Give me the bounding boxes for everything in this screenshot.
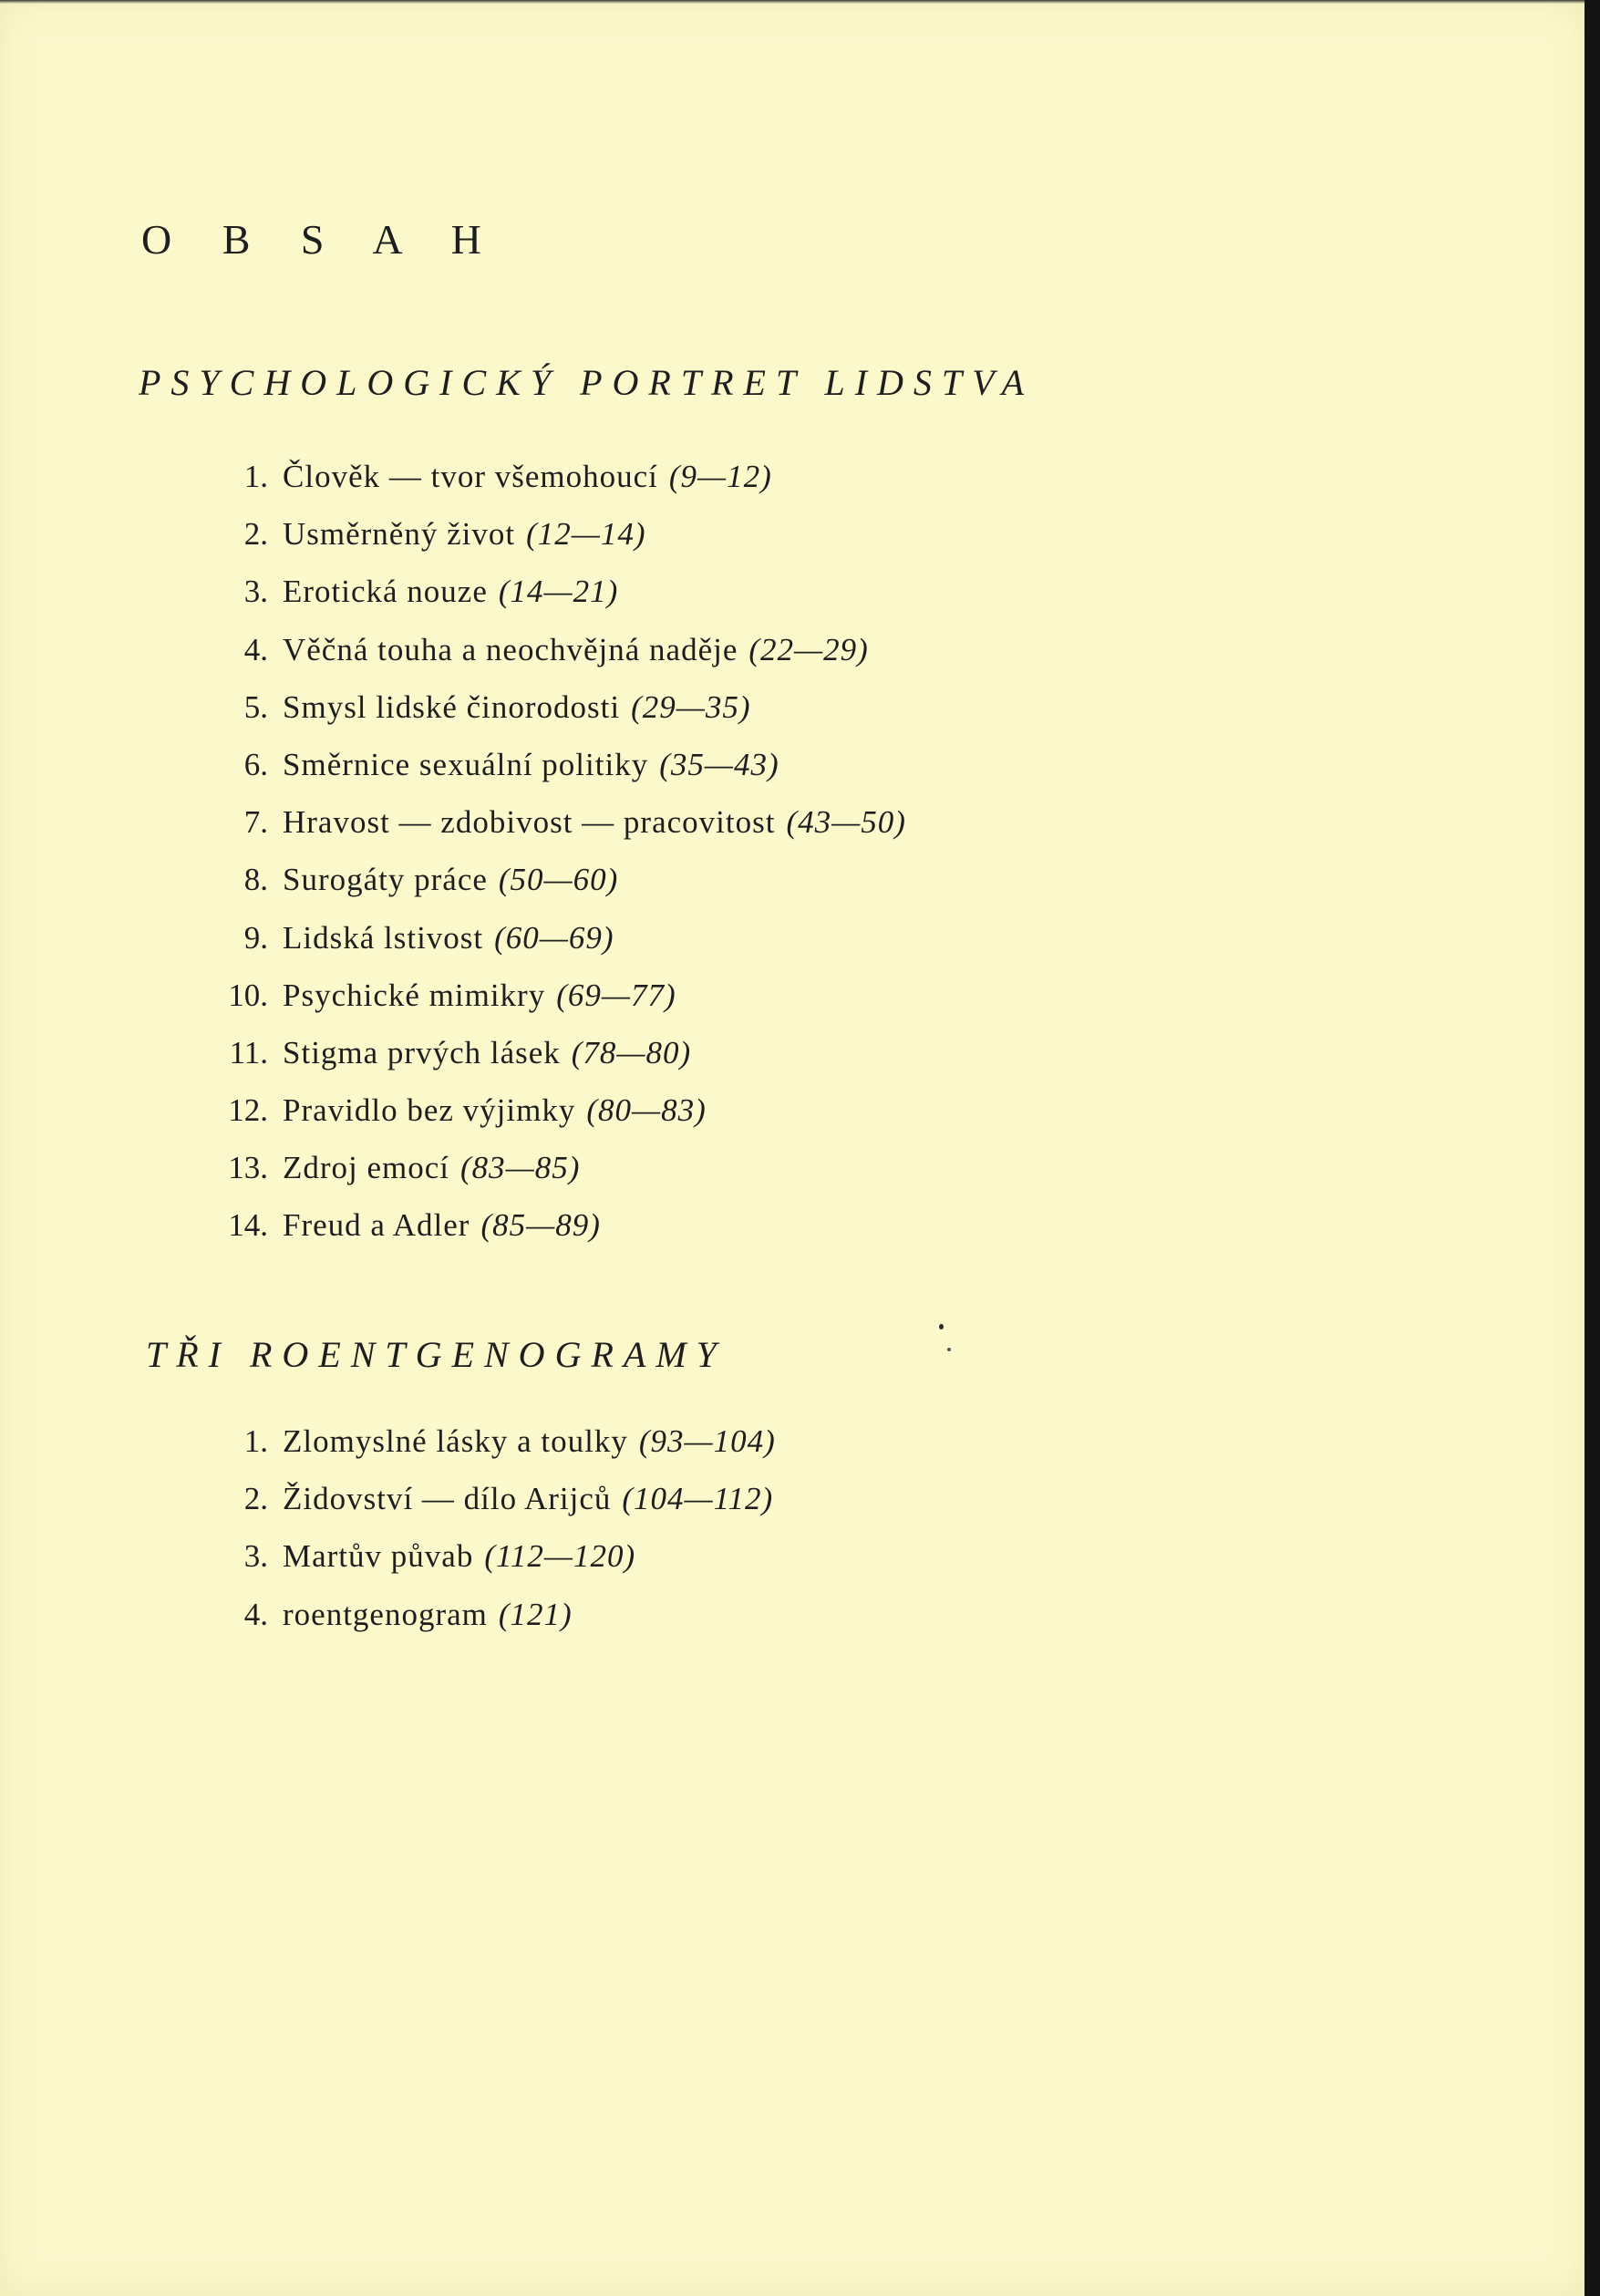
toc-entry [212,975,906,1032]
toc-entry-number: 12. [228,1092,268,1129]
toc-entry-pages: (112—120) [484,1538,636,1575]
toc-entry-title: roentgenogram [283,1596,488,1632]
toc-entry-number: 10. [228,977,268,1013]
toc-list-2 [212,1421,776,1651]
toc-entry [212,1090,906,1147]
toc-entry-pages: (80—83) [586,1092,707,1129]
toc-entry-title: Surogáty práce [283,862,488,898]
toc-entry-title: Martův půvab [283,1538,474,1575]
toc-entry [212,1421,776,1478]
toc-entry-pages: (43—50) [786,804,906,841]
toc-entry-number: 3. [243,574,268,610]
toc-entry-title: Erotická nouze [283,574,488,610]
page-title: O B S A H [141,216,501,263]
toc-entry-title: Lidská lstivost [283,919,484,956]
toc-entry-title: Směrnice sexuální politiky [283,746,649,782]
toc-entry-pages: (22—29) [748,631,869,667]
toc-entry-pages: (83—85) [460,1150,581,1186]
toc-entry-pages: (12—14) [526,516,646,553]
toc-entry [212,1536,776,1593]
toc-entry-number: 6. [243,746,268,782]
toc-entry-number: 2. [243,516,268,553]
toc-entry-pages: (35—43) [659,746,779,782]
toc-entry-pages: (9—12) [668,459,772,494]
toc-entry-number: 7. [243,804,268,841]
toc-entry-number: 11. [229,1034,268,1070]
toc-entry-pages: (14—21) [498,574,619,610]
toc-entry-title: Psychické mimikry [283,977,546,1013]
toc-entry-title: Člověk — tvor všemohoucí [283,459,658,494]
toc-entry-title: Věčná touha a neochvějná naděje [283,631,738,667]
ink-speck [947,1348,951,1351]
toc-entry [212,1478,776,1536]
toc-entry [212,571,906,628]
toc-entry-pages: (50—60) [498,862,619,898]
toc-entry-pages: (69—77) [556,977,676,1013]
toc-list-1 [212,456,906,1263]
toc-entry-number: 8. [243,862,268,898]
toc-entry [212,802,906,859]
toc-entry-number: 14. [228,1207,268,1244]
toc-entry [212,917,906,975]
toc-entry-title: Pravidlo bez výjimky [283,1092,576,1129]
toc-entry-title: Zdroj emocí [283,1150,450,1186]
toc-entry-pages: (60—69) [494,919,614,956]
toc-entry-pages: (85—89) [480,1207,601,1244]
toc-entry [212,744,906,802]
toc-entry-pages: (104—112) [622,1481,774,1517]
toc-entry-number: 13. [228,1150,268,1186]
toc-entry-number: 2. [243,1481,268,1517]
toc-entry-title: Usměrněný život [283,516,516,553]
ink-speck [939,1324,944,1329]
toc-entry-pages: (121) [498,1596,573,1632]
toc-entry [212,859,906,916]
toc-entry-pages: (93—104) [638,1423,776,1459]
toc-entry-number: 3. [243,1538,268,1575]
toc-entry-number: 1. [243,459,268,494]
section-heading-2: TŘI ROENTGENOGRAMY [146,1334,727,1375]
toc-entry-pages: (78—80) [571,1034,692,1070]
toc-entry-title: Židovství — dílo Arijců [283,1481,612,1517]
toc-entry-number: 1. [243,1423,268,1459]
toc-entry [212,629,906,687]
toc-entry-number: 4. [243,1596,268,1632]
toc-entry-title: Zlomyslné lásky a toulky [283,1423,628,1459]
toc-entry-number: 5. [243,688,268,725]
toc-entry-title: Hravost — zdobivost — pracovitost [283,804,776,841]
toc-entry-title: Stigma prvých lásek [283,1034,561,1070]
toc-entry [212,1594,776,1651]
toc-entry [212,456,906,513]
toc-entry [212,1205,906,1262]
toc-entry-number: 9. [243,919,268,956]
top-edge-shadow [0,0,1585,4]
toc-entry [212,1147,906,1205]
toc-entry [212,687,906,744]
toc-entry [212,1032,906,1090]
toc-entry-title: Smysl lidské činorodosti [283,688,621,725]
toc-entry [212,513,906,571]
section-heading-1: PSYCHOLOGICKÝ PORTRET LIDSTVA [139,362,1035,403]
toc-entry-title: Freud a Adler [283,1207,470,1244]
scan-border [1585,0,1600,2296]
toc-entry-number: 4. [243,631,268,667]
toc-entry-pages: (29—35) [631,688,751,725]
